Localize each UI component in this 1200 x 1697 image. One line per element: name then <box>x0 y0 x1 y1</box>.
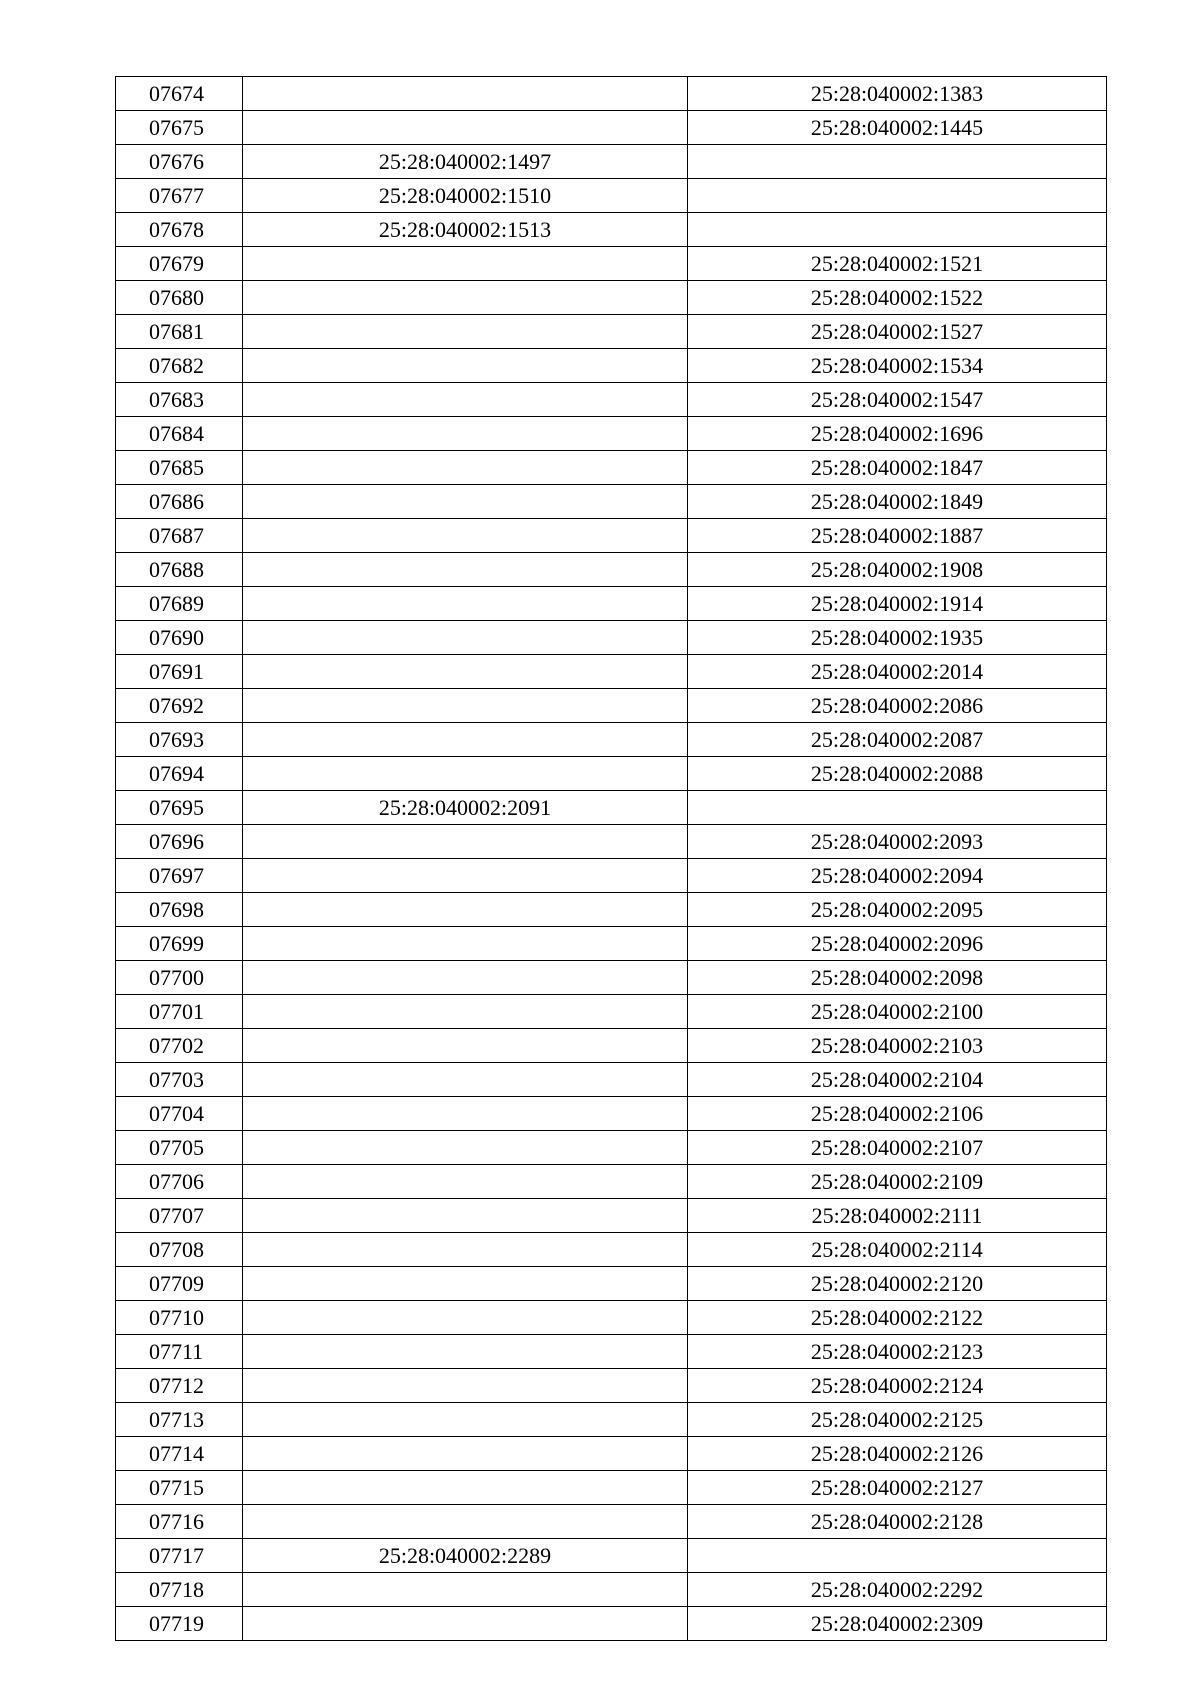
row-number-cell: 07703 <box>116 1063 243 1097</box>
table-row <box>116 757 1107 791</box>
row-number-cell: 07692 <box>116 689 243 723</box>
table-row <box>116 213 1107 247</box>
table-row <box>116 1233 1107 1267</box>
row-number-cell: 07675 <box>116 111 243 145</box>
row-number-cell: 07674 <box>116 77 243 111</box>
row-number-cell: 07708 <box>116 1233 243 1267</box>
cadastral-number-cell-b: 25:28:040002:1522 <box>688 281 1107 315</box>
row-number-cell: 07684 <box>116 417 243 451</box>
cadastral-number-cell-a: 25:28:040002:1497 <box>243 145 688 179</box>
cadastral-number-cell-b: 25:28:040002:2111 <box>688 1199 1107 1233</box>
table-row <box>116 417 1107 451</box>
cadastral-number-cell-a <box>243 1131 688 1165</box>
cadastral-number-cell-a <box>243 1097 688 1131</box>
cadastral-number-cell-b: 25:28:040002:2087 <box>688 723 1107 757</box>
cadastral-number-cell-a <box>243 689 688 723</box>
table-row <box>116 825 1107 859</box>
cadastral-number-cell-b: 25:28:040002:1521 <box>688 247 1107 281</box>
table-row <box>116 1267 1107 1301</box>
row-number-cell: 07715 <box>116 1471 243 1505</box>
cadastral-number-cell-b: 25:28:040002:1908 <box>688 553 1107 587</box>
cadastral-number-cell-b: 25:28:040002:2096 <box>688 927 1107 961</box>
row-number-cell: 07685 <box>116 451 243 485</box>
cadastral-number-cell-b: 25:28:040002:2126 <box>688 1437 1107 1471</box>
cadastral-number-cell-a <box>243 349 688 383</box>
cadastral-number-cell-b: 25:28:040002:1547 <box>688 383 1107 417</box>
cadastral-number-cell-b: 25:28:040002:1445 <box>688 111 1107 145</box>
row-number-cell: 07677 <box>116 179 243 213</box>
row-number-cell: 07705 <box>116 1131 243 1165</box>
cadastral-number-cell-b <box>688 1539 1107 1573</box>
row-number-cell: 07687 <box>116 519 243 553</box>
row-number-cell: 07693 <box>116 723 243 757</box>
row-number-cell: 07676 <box>116 145 243 179</box>
cadastral-number-cell-a <box>243 1573 688 1607</box>
row-number-cell: 07697 <box>116 859 243 893</box>
cadastral-number-cell-b <box>688 145 1107 179</box>
table-row <box>116 1199 1107 1233</box>
table-row <box>116 1301 1107 1335</box>
table-row <box>116 1471 1107 1505</box>
cadastral-number-cell-b: 25:28:040002:1527 <box>688 315 1107 349</box>
table-row <box>116 1097 1107 1131</box>
row-number-cell: 07699 <box>116 927 243 961</box>
cadastral-number-cell-a <box>243 927 688 961</box>
cadastral-number-cell-b: 25:28:040002:2095 <box>688 893 1107 927</box>
row-number-cell: 07682 <box>116 349 243 383</box>
cadastral-number-cell-a <box>243 655 688 689</box>
row-number-cell: 07701 <box>116 995 243 1029</box>
table-row <box>116 247 1107 281</box>
table-row <box>116 995 1107 1029</box>
cadastral-number-cell-a <box>243 1029 688 1063</box>
cadastral-number-cell-a <box>243 1607 688 1641</box>
table-row <box>116 485 1107 519</box>
cadastral-number-cell-b: 25:28:040002:1534 <box>688 349 1107 383</box>
cadastral-number-cell-a <box>243 1403 688 1437</box>
cadastral-number-cell-a <box>243 1471 688 1505</box>
cadastral-number-cell-a <box>243 893 688 927</box>
cadastral-number-cell-a <box>243 1437 688 1471</box>
table-row <box>116 587 1107 621</box>
cadastral-number-cell-b: 25:28:040002:2086 <box>688 689 1107 723</box>
row-number-cell: 07719 <box>116 1607 243 1641</box>
cadastral-number-cell-b: 25:28:040002:1383 <box>688 77 1107 111</box>
cadastral-number-cell-a <box>243 757 688 791</box>
cadastral-number-cell-b: 25:28:040002:2124 <box>688 1369 1107 1403</box>
row-number-cell: 07688 <box>116 553 243 587</box>
cadastral-number-cell-b: 25:28:040002:2094 <box>688 859 1107 893</box>
cadastral-number-cell-a <box>243 1233 688 1267</box>
cadastral-number-cell-b: 25:28:040002:1696 <box>688 417 1107 451</box>
cadastral-number-cell-a: 25:28:040002:1513 <box>243 213 688 247</box>
table-row <box>116 315 1107 349</box>
cadastral-number-cell-b <box>688 791 1107 825</box>
cadastral-number-cell-a <box>243 961 688 995</box>
table-row <box>116 77 1107 111</box>
cadastral-number-cell-a <box>243 315 688 349</box>
cadastral-number-cell-b: 25:28:040002:2106 <box>688 1097 1107 1131</box>
cadastral-number-cell-b: 25:28:040002:2107 <box>688 1131 1107 1165</box>
table-row <box>116 281 1107 315</box>
cadastral-number-cell-b: 25:28:040002:2104 <box>688 1063 1107 1097</box>
table-row <box>116 927 1107 961</box>
cadastral-number-cell-b: 25:28:040002:2122 <box>688 1301 1107 1335</box>
table-row <box>116 1165 1107 1199</box>
row-number-cell: 07704 <box>116 1097 243 1131</box>
cadastral-number-cell-b: 25:28:040002:2109 <box>688 1165 1107 1199</box>
table-row <box>116 1573 1107 1607</box>
cadastral-number-cell-a <box>243 1301 688 1335</box>
table-row <box>116 1131 1107 1165</box>
table-row <box>116 349 1107 383</box>
cadastral-number-cell-a <box>243 451 688 485</box>
row-number-cell: 07713 <box>116 1403 243 1437</box>
row-number-cell: 07679 <box>116 247 243 281</box>
cadastral-number-cell-a <box>243 519 688 553</box>
cadastral-number-cell-a <box>243 1063 688 1097</box>
table-row <box>116 1437 1107 1471</box>
row-number-cell: 07680 <box>116 281 243 315</box>
cadastral-number-cell-a <box>243 485 688 519</box>
table-row <box>116 723 1107 757</box>
table-row <box>116 1029 1107 1063</box>
cadastral-number-cell-a <box>243 553 688 587</box>
cadastral-number-cell-a <box>243 383 688 417</box>
row-number-cell: 07700 <box>116 961 243 995</box>
cadastral-number-cell-a <box>243 621 688 655</box>
table-row <box>116 961 1107 995</box>
table-row <box>116 1607 1107 1641</box>
cadastral-number-cell-a <box>243 247 688 281</box>
row-number-cell: 07690 <box>116 621 243 655</box>
table-row <box>116 621 1107 655</box>
row-number-cell: 07714 <box>116 1437 243 1471</box>
row-number-cell: 07710 <box>116 1301 243 1335</box>
table-row <box>116 451 1107 485</box>
cadastral-number-cell-a <box>243 281 688 315</box>
cadastral-number-cell-b: 25:28:040002:2309 <box>688 1607 1107 1641</box>
row-number-cell: 07696 <box>116 825 243 859</box>
row-number-cell: 07707 <box>116 1199 243 1233</box>
cadastral-number-cell-b: 25:28:040002:1847 <box>688 451 1107 485</box>
cadastral-number-cell-a: 25:28:040002:2289 <box>243 1539 688 1573</box>
cadastral-number-cell-a: 25:28:040002:1510 <box>243 179 688 213</box>
row-number-cell: 07686 <box>116 485 243 519</box>
row-number-cell: 07706 <box>116 1165 243 1199</box>
table-row <box>116 553 1107 587</box>
cadastral-number-cell-b: 25:28:040002:2114 <box>688 1233 1107 1267</box>
table-body <box>116 77 1107 1641</box>
cadastral-number-cell-a <box>243 587 688 621</box>
row-number-cell: 07702 <box>116 1029 243 1063</box>
cadastral-number-cell-b: 25:28:040002:2128 <box>688 1505 1107 1539</box>
cadastral-number-cell-b: 25:28:040002:2103 <box>688 1029 1107 1063</box>
cadastral-number-cell-a <box>243 1335 688 1369</box>
cadastral-number-cell-a <box>243 1267 688 1301</box>
row-number-cell: 07712 <box>116 1369 243 1403</box>
cadastral-number-cell-b: 25:28:040002:2125 <box>688 1403 1107 1437</box>
cadastral-number-cell-b: 25:28:040002:2123 <box>688 1335 1107 1369</box>
cadastral-number-cell-a <box>243 111 688 145</box>
cadastral-number-cell-b: 25:28:040002:2120 <box>688 1267 1107 1301</box>
cadastral-number-cell-b: 25:28:040002:1914 <box>688 587 1107 621</box>
row-number-cell: 07678 <box>116 213 243 247</box>
cadastral-number-cell-b: 25:28:040002:1887 <box>688 519 1107 553</box>
cadastral-number-cell-a <box>243 77 688 111</box>
cadastral-number-cell-b: 25:28:040002:2100 <box>688 995 1107 1029</box>
cadastral-number-cell-b <box>688 213 1107 247</box>
row-number-cell: 07694 <box>116 757 243 791</box>
table-row <box>116 519 1107 553</box>
row-number-cell: 07683 <box>116 383 243 417</box>
cadastral-number-cell-b: 25:28:040002:1935 <box>688 621 1107 655</box>
cadastral-number-cell-b: 25:28:040002:2088 <box>688 757 1107 791</box>
table-row <box>116 179 1107 213</box>
row-number-cell: 07695 <box>116 791 243 825</box>
table-row <box>116 111 1107 145</box>
row-number-cell: 07718 <box>116 1573 243 1607</box>
row-number-cell: 07717 <box>116 1539 243 1573</box>
row-number-cell: 07691 <box>116 655 243 689</box>
table-row <box>116 1505 1107 1539</box>
cadastral-number-cell-b: 25:28:040002:2093 <box>688 825 1107 859</box>
table-row <box>116 859 1107 893</box>
cadastral-number-cell-a <box>243 859 688 893</box>
row-number-cell: 07716 <box>116 1505 243 1539</box>
table-row <box>116 1369 1107 1403</box>
cadastral-number-cell-a <box>243 995 688 1029</box>
table-row <box>116 1335 1107 1369</box>
row-number-cell: 07681 <box>116 315 243 349</box>
cadastral-number-cell-b: 25:28:040002:2127 <box>688 1471 1107 1505</box>
cadastral-registry-table <box>115 76 1107 1641</box>
table-row <box>116 689 1107 723</box>
cadastral-number-cell-a <box>243 723 688 757</box>
cadastral-number-cell-a <box>243 417 688 451</box>
table-row <box>116 655 1107 689</box>
row-number-cell: 07709 <box>116 1267 243 1301</box>
table-row <box>116 1063 1107 1097</box>
cadastral-number-cell-b: 25:28:040002:2292 <box>688 1573 1107 1607</box>
table-row <box>116 145 1107 179</box>
table-row <box>116 893 1107 927</box>
cadastral-number-cell-b <box>688 179 1107 213</box>
table-row <box>116 1403 1107 1437</box>
cadastral-number-cell-b: 25:28:040002:2014 <box>688 655 1107 689</box>
cadastral-number-cell-b: 25:28:040002:2098 <box>688 961 1107 995</box>
table-row <box>116 1539 1107 1573</box>
cadastral-number-cell-b: 25:28:040002:1849 <box>688 485 1107 519</box>
cadastral-number-cell-a <box>243 1369 688 1403</box>
row-number-cell: 07711 <box>116 1335 243 1369</box>
cadastral-number-cell-a <box>243 1165 688 1199</box>
table-row <box>116 791 1107 825</box>
cadastral-number-cell-a: 25:28:040002:2091 <box>243 791 688 825</box>
cadastral-number-cell-a <box>243 825 688 859</box>
row-number-cell: 07689 <box>116 587 243 621</box>
row-number-cell: 07698 <box>116 893 243 927</box>
cadastral-number-cell-a <box>243 1505 688 1539</box>
cadastral-number-cell-a <box>243 1199 688 1233</box>
table-row <box>116 383 1107 417</box>
